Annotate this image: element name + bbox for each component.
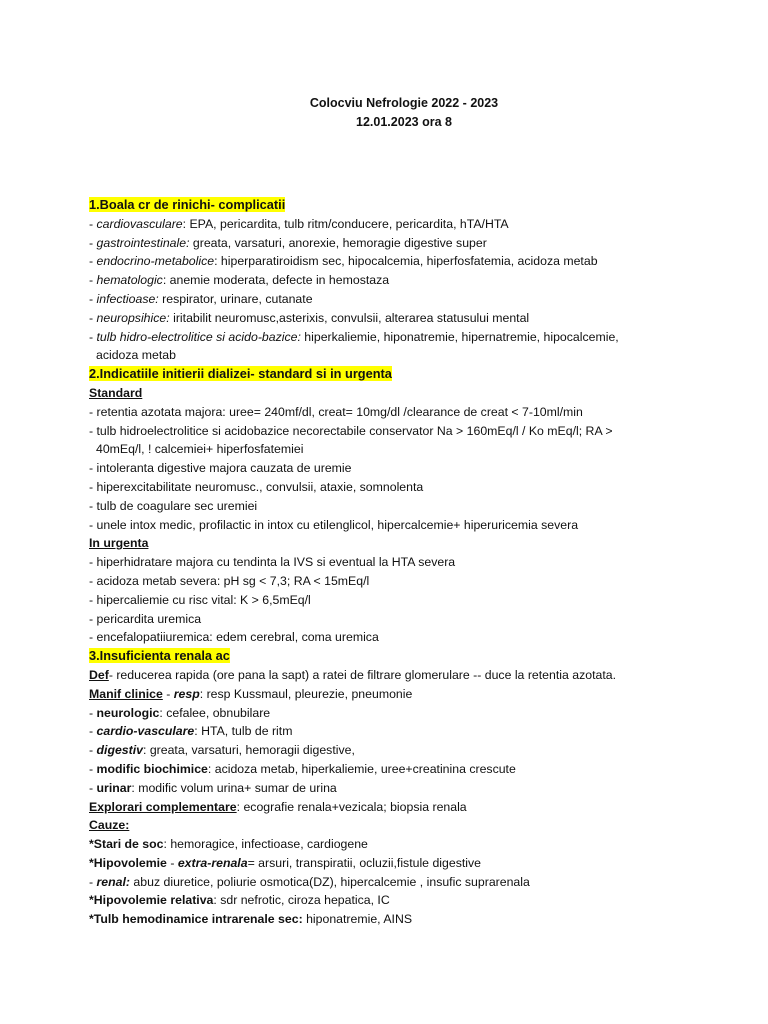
document-date: 12.01.2023 ora 8 (356, 115, 452, 129)
list-item: - intoleranta digestive majora cauzata de uremie (89, 461, 352, 476)
list-item: - endocrino-metabolice: hiperparatiroidism sec, hipocalcemia, hiperfosfatemia, acidoza metab (89, 254, 598, 269)
document-header (0, 94, 768, 132)
manif-clinice-line: Manif clinice - resp: resp Kussmaul, pleurezie, pneumonie (89, 686, 413, 701)
list-item: - modific biochimice: acidoza metab, hiperkaliemie, uree+creatinina crescute (89, 761, 516, 776)
list-item: - hiperhidratare majora cu tendinta la IVS si eventual la HTA severa (89, 555, 456, 570)
list-item: - urinar: modific volum urina+ sumar de urina (89, 780, 337, 795)
list-item: - tulb hidro-electrolitice si acido-bazice: hiperkaliemie, hiponatremie, hipernatremie, hipocalcemie, (89, 329, 619, 344)
definition-line: Def- reducerea rapida (ore pana la sapt) a ratei de filtrare glomerulare -- duce la retentia azotata. (89, 667, 617, 682)
list-item-continuation: 40mEq/l, ! calcemiei+ hiperfosfatemiei (96, 442, 304, 457)
list-item: - cardio-vasculare: HTA, tulb de ritm (89, 724, 293, 739)
list-item: *Hipovolemie relativa: sdr nefrotic, ciroza hepatica, IC (89, 893, 390, 908)
list-item: - retentia azotata majora: uree= 240mf/dl, creat= 10mg/dl /clearance de creat < 7-10ml/min (89, 404, 583, 419)
list-item: - unele intox medic, profilactic in intox cu etilenglicol, hipercalcemie+ hiperuricemia severa (89, 517, 579, 532)
list-item: - renal: abuz diuretice, poliurie osmotica(DZ), hipercalcemie , insufic suprarenala (89, 874, 530, 889)
list-item: *Stari de soc: hemoragice, infectioase, cardiogene (89, 837, 368, 852)
document-body (89, 196, 689, 929)
list-item: - hematologic: anemie moderata, defecte in hemostaza (89, 273, 390, 288)
list-item-continuation: acidoza metab (96, 348, 176, 363)
subheading-cauze: Cauze: (89, 818, 130, 833)
list-item: - tulb hidroelectrolitice si acidobazice necorectabile conservator Na > 160mEq/l / Ko mEq/l; RA > (89, 423, 613, 438)
document-title: Colocviu Nefrologie 2022 - 2023 (309, 96, 499, 110)
list-item: *Hipovolemie - extra-renala= arsuri, transpiratii, ocluzii,fistule digestive (89, 855, 481, 870)
list-item: *Tulb hemodinamice intrarenale sec: hiponatremie, AINS (89, 912, 413, 927)
section-1-heading: 1.Boala cr de rinichi- complicatii (89, 197, 286, 212)
list-item: - hipercaliemie cu risc vital: K > 6,5mEq/l (89, 592, 311, 607)
list-item: - encefalopatiiuremica: edem cerebral, coma uremica (89, 630, 379, 645)
list-item: - acidoza metab severa: pH sg < 7,3; RA < 15mEq/l (89, 573, 370, 588)
section-3-heading: 3.Insuficienta renala ac (89, 648, 230, 664)
subheading-standard: Standard (89, 385, 143, 400)
list-item: - neurologic: cefalee, obnubilare (89, 705, 271, 720)
explorari-line: Explorari complementare: ecografie renala+vezicala; biopsia renala (89, 799, 467, 814)
list-item: - infectioase: respirator, urinare, cutanate (89, 291, 313, 306)
list-item: - gastrointestinale: greata, varsaturi, anorexie, hemoragie digestive super (89, 235, 487, 250)
subheading-urgenta: In urgenta (89, 536, 149, 551)
list-item: - tulb de coagulare sec uremiei (89, 498, 258, 513)
list-item: - neuropsihice: iritabilit neuromusc,asterixis, convulsii, alterarea statusului mental (89, 310, 530, 325)
list-item: - pericardita uremica (89, 611, 202, 626)
section-2-heading: 2.Indicatiile initierii dializei- standard si in urgenta (89, 366, 392, 382)
list-item: - digestiv: greata, varsaturi, hemoragii digestive, (89, 743, 355, 758)
list-item: - hiperexcitabilitate neuromusc., convulsii, ataxie, somnolenta (89, 479, 424, 494)
list-item: - cardiovasculare: EPA, pericardita, tulb ritm/conducere, pericardita, hTA/HTA (89, 216, 509, 231)
